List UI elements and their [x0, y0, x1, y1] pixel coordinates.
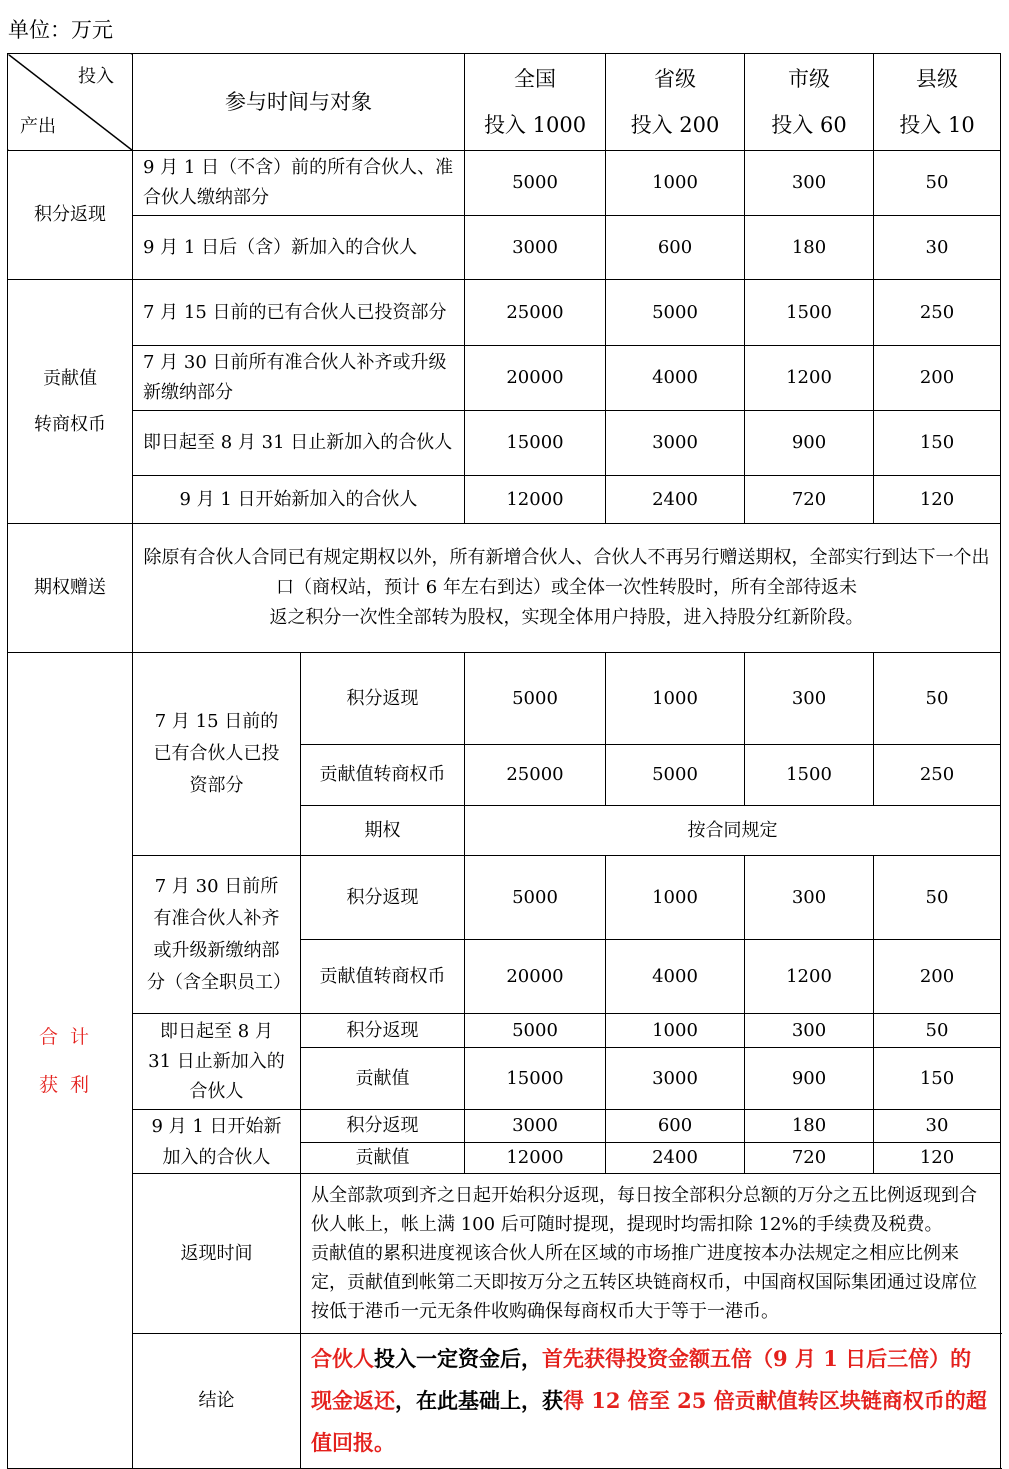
item-name: 贡献值转商权币 — [301, 940, 465, 1014]
section-label-total: 合计 获利 — [8, 653, 133, 1469]
cell-value: 1200 — [745, 940, 874, 1014]
section-label-options: 期权赠送 — [8, 524, 133, 653]
cell-value: 50 — [874, 653, 1001, 745]
cell-value: 180 — [745, 1110, 874, 1143]
table-row — [8, 346, 1001, 411]
cashback-text — [301, 1174, 1001, 1334]
cell-value: 30 — [874, 1110, 1001, 1143]
level-header-national: 全国 投入 1000 — [465, 54, 606, 151]
cell-value: 300 — [745, 856, 874, 940]
item-name: 期权 — [301, 806, 465, 856]
level-header-province: 省级 投入 200 — [606, 54, 745, 151]
cell-value: 20000 — [465, 940, 606, 1014]
cell-value: 5000 — [465, 151, 606, 216]
cell-value: 4000 — [606, 346, 745, 411]
cashback-paragraph-1: 从全部款项到齐之日起开始积分返现，每日按全部积分总额的万分之五比例返现到合伙人帐上，帐上满 100 后可随时提现，提现时均需扣除 12%的手续费及税费。 — [311, 1185, 977, 1235]
cell-value: 3000 — [606, 411, 745, 476]
item-name: 积分返现 — [301, 856, 465, 940]
cell-value: 2400 — [606, 1143, 745, 1174]
section-label-points: 积分返现 — [8, 151, 133, 280]
cell-value: 50 — [874, 856, 1001, 940]
cell-value: 3000 — [465, 216, 606, 280]
row-desc: 7 月 15 日前的已有合伙人已投资部分 — [133, 280, 465, 346]
cell-value: 600 — [606, 216, 745, 280]
item-name: 贡献值转商权币 — [301, 745, 465, 806]
cell-value: 600 — [606, 1110, 745, 1143]
cell-value: 720 — [745, 476, 874, 524]
item-name: 积分返现 — [301, 653, 465, 745]
cell-value: 30 — [874, 216, 1001, 280]
cell-value: 2400 — [606, 476, 745, 524]
section-label-contrib: 贡献值 转商权币 — [8, 280, 133, 524]
cell-value: 250 — [874, 280, 1001, 346]
cell-value: 5000 — [465, 1014, 606, 1048]
conclusion-part: 首先获得投资金额五倍（9 月 1 日后三倍）的现金返还 — [311, 1346, 972, 1413]
cell-value: 1000 — [606, 856, 745, 940]
row-desc: 即日起至 8 月 31 日止新加入的合伙人 — [133, 411, 465, 476]
cell-value: 300 — [745, 1014, 874, 1048]
table-row — [8, 476, 1001, 524]
cell-value: 200 — [874, 346, 1001, 411]
cell-value: 150 — [874, 1048, 1001, 1110]
table-row — [8, 151, 1001, 216]
cashback-paragraph-2: 贡献值的累积进度视该合伙人所在区域的市场推广进度按本办法规定之相应比例来定，贡献值到帐第二天即按万分之五转区块链商权币，中国商权国际集团通过设席位按低于港币一元无条件收购确保每商权币大于等于一港币。 — [311, 1243, 977, 1322]
section-label-conclusion: 结论 — [133, 1334, 301, 1469]
row-desc: 9 月 1 日（不含）前的所有合伙人、准合伙人缴纳部分 — [133, 151, 465, 216]
row-desc: 7 月 30 日前所有准合伙人补齐或升级新缴纳部分 — [133, 346, 465, 411]
item-name: 贡献值 — [301, 1143, 465, 1174]
cell-value: 1000 — [606, 653, 745, 745]
row-desc: 9 月 1 日开始新加入的合伙人 — [133, 476, 465, 524]
table-row — [8, 524, 1001, 653]
cell-value: 1500 — [745, 280, 874, 346]
merged-value: 按合同规定 — [465, 806, 1001, 856]
cell-value: 180 — [745, 216, 874, 280]
options-line-1: 除原有合伙人合同已有规定期权以外，所有新增合伙人、合伙人不再另行赠送期权，全部实行到达下一个出口（商权站，预计 6 年左右到达）或全体一次性转股时，所有全部待返未 — [143, 547, 990, 598]
cell-value: 50 — [874, 1014, 1001, 1048]
cell-value: 1500 — [745, 745, 874, 806]
table-row — [8, 411, 1001, 476]
table-row — [8, 1174, 1001, 1334]
options-line-2: 返之积分一次性全部转为股权，实现全体用户持股，进入持股分红新阶段。 — [269, 607, 864, 628]
section-label-cashback: 返现时间 — [133, 1174, 301, 1334]
cell-value: 25000 — [465, 745, 606, 806]
cell-value: 5000 — [465, 856, 606, 940]
cell-value: 300 — [745, 151, 874, 216]
conclusion-part: 投入一定资金后， — [374, 1346, 542, 1371]
level-header-county: 县级 投入 10 — [874, 54, 1001, 151]
cell-value: 150 — [874, 411, 1001, 476]
conclusion-part: 合伙人 — [311, 1346, 374, 1371]
header-row — [8, 54, 1001, 151]
cell-value: 5000 — [606, 280, 745, 346]
group-who: 9 月 1 日开始新加入的合伙人 — [133, 1110, 301, 1174]
level-header-city: 市级 投入 60 — [745, 54, 874, 151]
diag-top-label: 投入 — [78, 66, 114, 87]
table-row — [8, 653, 1001, 745]
item-name: 积分返现 — [301, 1014, 465, 1048]
cell-value: 3000 — [465, 1110, 606, 1143]
cell-value: 120 — [874, 476, 1001, 524]
table-row — [8, 1334, 1001, 1469]
cell-value: 1000 — [606, 151, 745, 216]
conclusion-text — [301, 1334, 1001, 1469]
cell-value: 15000 — [465, 1048, 606, 1110]
cell-value: 5000 — [606, 745, 745, 806]
cell-value: 900 — [745, 1048, 874, 1110]
col-time-header: 参与时间与对象 — [133, 54, 465, 151]
table-row — [8, 1110, 1001, 1143]
conclusion-part: ，在此基础上，获 — [395, 1388, 563, 1413]
cell-value: 5000 — [465, 653, 606, 745]
profit-table — [7, 53, 1001, 1469]
item-name: 积分返现 — [301, 1110, 465, 1143]
cell-value: 1000 — [606, 1014, 745, 1048]
cell-value: 720 — [745, 1143, 874, 1174]
cell-value: 900 — [745, 411, 874, 476]
cell-value: 200 — [874, 940, 1001, 1014]
diag-bottom-label: 产出 — [20, 116, 56, 137]
cell-value: 300 — [745, 653, 874, 745]
cell-value: 12000 — [465, 1143, 606, 1174]
group-who: 7 月 15 日前的已有合伙人已投资部分 — [133, 653, 301, 856]
cell-value: 20000 — [465, 346, 606, 411]
cell-value: 120 — [874, 1143, 1001, 1174]
table-row — [8, 216, 1001, 280]
row-desc: 9 月 1 日后（含）新加入的合伙人 — [133, 216, 465, 280]
table-row — [8, 280, 1001, 346]
table-row — [8, 1014, 1001, 1048]
unit-label: 单位：万元 — [8, 18, 113, 42]
diagonal-header-cell — [8, 54, 133, 151]
cell-value: 50 — [874, 151, 1001, 216]
options-text — [133, 524, 1001, 653]
cell-value: 3000 — [606, 1048, 745, 1110]
table-row — [8, 856, 1001, 940]
group-who: 即日起至 8 月 31 日止新加入的合伙人 — [133, 1014, 301, 1110]
cell-value: 4000 — [606, 940, 745, 1014]
conclusion-part: 得 12 倍至 25 倍贡献值转区块链商权币的超值回报。 — [311, 1388, 987, 1455]
cell-value: 15000 — [465, 411, 606, 476]
cell-value: 1200 — [745, 346, 874, 411]
item-name: 贡献值 — [301, 1048, 465, 1110]
cell-value: 12000 — [465, 476, 606, 524]
group-who: 7 月 30 日前所有准合伙人补齐或升级新缴纳部分（含全职员工） — [133, 856, 301, 1014]
cell-value: 250 — [874, 745, 1001, 806]
cell-value: 25000 — [465, 280, 606, 346]
